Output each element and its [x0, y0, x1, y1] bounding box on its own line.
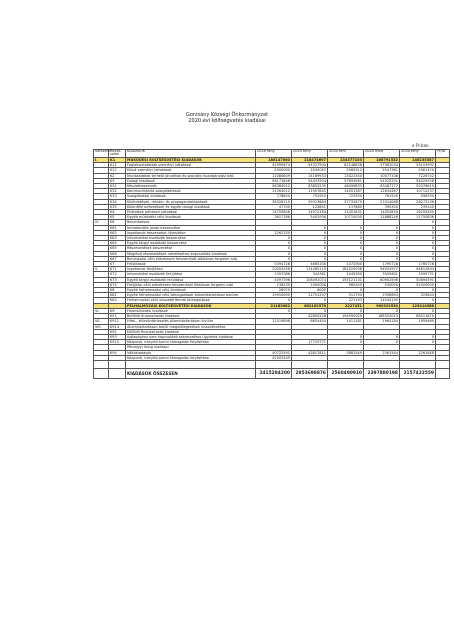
table-cell: 0: [328, 246, 364, 251]
table-cell: 0: [328, 241, 364, 246]
table-cell: K64: [109, 241, 126, 246]
table-row: [94, 163, 450, 168]
table-cell: 1411181: [328, 319, 364, 324]
table-cell: 194090029: [328, 314, 364, 319]
table-cell: 86011870: [400, 314, 436, 319]
table-cell: 17725771: [292, 340, 328, 345]
table-row: [94, 267, 450, 272]
table-cell: K4: [109, 210, 126, 215]
table-row: [94, 189, 450, 194]
table-cell: 0: [364, 241, 400, 246]
table-cell: Adóssághoz nem kapcsolódó származékos ügyletek kiadásai: [126, 334, 256, 339]
table-cell: 960349: [328, 282, 364, 287]
table-cell: 3595731: [400, 272, 436, 277]
table-cell: Központi, irányító szervi támogatás folyósítása: [126, 340, 256, 345]
table-cell: 155121131: [328, 277, 364, 282]
table-cell: 14052840: [364, 210, 400, 215]
table-cell: Felhalmozási célú visszatérítendő támogatások: [126, 298, 256, 303]
table-cell: 0: [292, 241, 328, 246]
table-cell: 0: [292, 246, 328, 251]
table-cell: Pénzügyi lízing kiadásai: [126, 345, 256, 350]
table-cell: 0: [328, 340, 364, 345]
table-cell: 37362034: [364, 163, 400, 168]
table-cell: 0: [292, 225, 328, 230]
table-cell: 11868246: [364, 215, 400, 220]
table-cell: 1959460: [400, 319, 436, 324]
table-cell: 0: [400, 225, 436, 230]
table-cell: K914: [109, 324, 126, 329]
table-cell: Ingatlanok beszerzése, létesítése: [126, 230, 256, 235]
table-cell: 94812694: [400, 267, 436, 272]
table-cell: Készletbeszerzés: [126, 184, 256, 189]
table-cell: 29103992: [400, 163, 436, 168]
table-cell: 0: [400, 308, 436, 313]
total-row: [94, 368, 450, 378]
table-cell: 0: [364, 230, 400, 235]
table-cell: 0: [400, 241, 436, 246]
table-cell: 723300: [328, 194, 364, 199]
table-header-row: [94, 150, 450, 158]
table-cell: 20054256: [256, 267, 292, 272]
table-cell: 0: [256, 298, 292, 303]
table-cell: 239140: [400, 204, 436, 209]
table-cell: 0: [400, 251, 436, 256]
total-value: 2560490910: [328, 368, 364, 378]
table-cell: K93: [109, 334, 126, 339]
table-cell: 168791532: [364, 158, 400, 163]
table-cell: 0: [364, 334, 400, 339]
table-cell: 11957845: [292, 189, 328, 194]
table-cell: Központi, irányító szervi támogatás folyósítása: [126, 355, 256, 360]
table-cell: 0: [364, 308, 400, 313]
table-cell: 7226742: [400, 173, 436, 178]
table-cell: Ellátottak pénzbeli juttatásai: [126, 210, 256, 215]
table-cell: [328, 360, 364, 368]
table-cell: 2262330: [256, 230, 292, 235]
column-header: Rovat-szám: [109, 150, 126, 158]
table-cell: Beruházások: [126, 220, 256, 225]
table-cell: 0: [328, 334, 364, 339]
table-cell: [256, 360, 292, 368]
table-cell: Külső személyi juttatások: [126, 168, 256, 173]
table-cell: 1760728: [400, 262, 436, 267]
column-header: 2018 tény: [256, 150, 292, 158]
table-cell: Beruházási célú előzetesen felszámított általános forgalmi adó: [126, 256, 256, 261]
table-cell: 1964184: [364, 319, 400, 324]
table-row: [94, 199, 450, 204]
table-cell: 0: [400, 236, 436, 241]
table-cell: IV.: [94, 220, 109, 225]
column-header: 2019 tény: [292, 150, 328, 158]
table-cell: 14045190: [364, 298, 400, 303]
table-cell: 3617766: [256, 215, 292, 220]
table-cell: 5881549: [328, 350, 364, 355]
table-cell: K915: [109, 340, 126, 345]
table-cell: 4097596: [256, 277, 292, 282]
table-cell: [400, 360, 436, 368]
table-cell: 54029258: [400, 178, 436, 183]
table-cell: Szolgáltatási kiadások: [126, 194, 256, 199]
table-cell: Informatikai eszközök beszerzése: [126, 236, 256, 241]
table-cell: 11519898: [256, 319, 292, 324]
table-cell: 2547561: [364, 168, 400, 173]
table-cell: 37732670: [328, 199, 364, 204]
table-cell: Különféle befizetések és egyéb dologi kiadások: [126, 204, 256, 209]
table-cell: 2361544: [364, 350, 400, 355]
table-cell: 50894591: [400, 277, 436, 282]
table-cell: 186147000: [256, 158, 292, 163]
table-cell: 0: [364, 288, 400, 293]
table-cell: 0: [256, 236, 292, 241]
table-cell: VIII.: [94, 324, 109, 329]
table-cell: 0: [256, 251, 292, 256]
table-cell: 2261648: [400, 350, 436, 355]
table-cell: 42995674: [256, 163, 292, 168]
table-cell: FELHALMOZÁSI KÖLTSÉGVETÉSI KIADÁSOK: [126, 303, 256, 308]
table-cell: K3: [109, 178, 126, 183]
table-cell: 2396694: [364, 293, 400, 298]
table-cell: 0: [292, 308, 328, 313]
table-cell: 0: [292, 236, 328, 241]
total-value: 2157422559: [400, 368, 436, 378]
table-cell: Immateriális javak beszerzése: [126, 225, 256, 230]
table-cell: 0: [364, 246, 400, 251]
table-cell: 47700: [256, 204, 292, 209]
column-header: KIADÁSOK: [126, 150, 256, 158]
table-cell: 0: [400, 288, 436, 293]
unit-label: e Ft-ban: [412, 143, 429, 148]
table-cell: 0: [256, 241, 292, 246]
table-cell: 0: [400, 334, 436, 339]
table-cell: 0: [292, 251, 328, 256]
table-cell: 12751257: [292, 293, 328, 298]
table-cell: K91: [109, 314, 126, 319]
table-cell: Külföldi finanszírozás kiadásai: [126, 329, 256, 334]
table-cell: K63: [109, 236, 126, 241]
table-cell: 0: [292, 298, 328, 303]
table-cell: 57694561: [328, 178, 364, 183]
table-row: [94, 173, 450, 178]
table-cell: K5: [109, 215, 126, 220]
table-cell: 2561470: [400, 168, 436, 173]
document-header: [0, 112, 454, 124]
table-cell: Felújítások: [126, 262, 256, 267]
table-cell: 2540041: [292, 168, 328, 173]
table-cell: 390300: [364, 204, 400, 209]
table-cell: 0: [328, 288, 364, 293]
table-cell: K1: [109, 158, 126, 163]
table-cell: 13022340: [328, 173, 364, 178]
table-cell: 530000: [364, 282, 400, 287]
table-cell: K7: [109, 262, 126, 267]
table-cell: 36328110: [256, 199, 292, 204]
table-cell: Egyéb tárgyi eszközök beszerzése: [126, 241, 256, 246]
table-cell: 26070: [256, 288, 292, 293]
table-cell: 0: [256, 246, 292, 251]
table-cell: K62: [109, 230, 126, 235]
table-cell: 56384912: [256, 184, 292, 189]
table-cell: K65: [109, 246, 126, 251]
table-cell: [94, 360, 109, 368]
table-cell: 123851: [292, 204, 328, 209]
table-cell: 42817811: [292, 350, 328, 355]
table-cell: Felújítási célú előzetesen felszámított általános forgalmi adó: [126, 282, 256, 287]
table-cell: 148235587: [400, 158, 436, 163]
column-header: 2020 mód: [364, 150, 400, 158]
table-cell: Dologi kiadások: [126, 178, 256, 183]
table-cell: VII.: [94, 319, 109, 324]
table-cell: Hitel-, kölcsöntörlesztés államháztartáson kívülre: [126, 319, 256, 324]
table-cell: 4665200: [292, 262, 328, 267]
table-cell: Kiküldetések, reklám- és propagandakiadások: [126, 199, 256, 204]
table-cell: Munkaadókat terhelő járulékok és szociális hozzájárulási adó: [126, 173, 256, 178]
table-cell: Egyéb felhalmozási célú kiadások: [126, 288, 256, 293]
table-cell: 26273136: [400, 199, 436, 204]
table-cell: 1072900: [328, 262, 364, 267]
table-cell: K8: [109, 288, 126, 293]
table-cell: [436, 360, 450, 368]
table-cell: Részesedések beszerzése: [126, 246, 256, 251]
table-cell: 11750836: [400, 215, 436, 220]
table-cell: 344361: [292, 272, 328, 277]
total-value: 2853698876: [292, 368, 328, 378]
table-cell: 0: [328, 251, 364, 256]
table-cell: Egyéb tárgyi eszközök felújítása: [126, 277, 256, 282]
document-title: 2020.évi költségvetés kiadásai: [188, 118, 266, 125]
table-cell: 27414068: [364, 199, 400, 204]
total-label: KIADÁSOK ÖSSZESEN: [126, 368, 256, 378]
table-cell: 42502545: [256, 355, 292, 360]
table-cell: 11085809: [256, 173, 292, 178]
table-cell: K71: [109, 267, 126, 272]
table-cell: K9: [109, 308, 126, 313]
table-cell: 63852535: [292, 184, 328, 189]
table-cell: [94, 368, 109, 378]
table-cell: 54433504: [292, 178, 328, 183]
table-cell: 94932977: [364, 267, 400, 272]
table-cell: K81: [109, 293, 126, 298]
table-cell: 19910000: [256, 293, 292, 298]
table-cell: 0: [364, 340, 400, 345]
table-cell: 0: [400, 256, 436, 261]
table-cell: 0: [328, 256, 364, 261]
table-cell: Foglalkoztatottak személyi juttatásai: [126, 163, 256, 168]
table-cell: 2227451: [328, 303, 364, 308]
table-row: [94, 210, 450, 215]
table-cell: 10077108: [364, 173, 400, 178]
table-cell: K32: [109, 189, 126, 194]
table-cell: [109, 360, 126, 368]
table-cell: 0: [364, 256, 400, 261]
table-cell: 11451631: [328, 210, 364, 215]
table-cell: 0: [400, 298, 436, 303]
table-cell: 0: [400, 220, 436, 225]
table-cell: 0: [364, 225, 400, 230]
table-cell: 0: [400, 230, 436, 235]
table-cell: K35: [109, 204, 126, 209]
table-cell: K74: [109, 282, 126, 287]
table-cell: 188303015: [364, 314, 400, 319]
table-cell: Váltókiadások: [126, 350, 256, 355]
table-cell: Meglévő részesedések növeléséhez kapcsolódó kiadások: [126, 251, 256, 256]
table-cell: 137680: [328, 204, 364, 209]
table-cell: 0: [328, 225, 364, 230]
table-cell: 0: [400, 246, 436, 251]
table-row: [94, 350, 450, 355]
spacer-row: [94, 360, 450, 368]
table-cell: 0: [292, 230, 328, 235]
table-cell: 778650: [256, 194, 292, 199]
table-cell: 125414568: [400, 303, 436, 308]
table-cell: Államháztartáson belüli megelőlegezések visszafizetése: [126, 324, 256, 329]
table-cell: K911: [109, 319, 126, 324]
table-cell: I.: [94, 158, 109, 163]
table-row: [94, 184, 450, 189]
table-cell: K33: [109, 194, 126, 199]
table-cell: 14755848: [256, 210, 292, 215]
table-cell: 10715050: [328, 215, 364, 220]
table-cell: 0: [364, 251, 400, 256]
table-cell: 11264012: [256, 189, 292, 194]
table-cell: K67: [109, 256, 126, 261]
table-cell: Belföldi finanszírozás kiadásai: [126, 314, 256, 319]
table-cell: 14189933: [292, 173, 328, 178]
table-cell: 0: [256, 256, 292, 261]
table-cell: [436, 368, 450, 378]
table-cell: 511794: [328, 293, 364, 298]
table-cell: 42600226: [292, 314, 328, 319]
table-cell: 234377103: [328, 158, 364, 163]
expenditure-table: [93, 149, 450, 379]
table-cell: 596330: [400, 194, 436, 199]
table-cell: 62148838: [328, 163, 364, 168]
table-cell: [109, 368, 126, 378]
table-cell: Egyéb működési célú kiadások: [126, 215, 256, 220]
table-cell: 221193: [328, 298, 364, 303]
table-cell: 752953: [292, 194, 328, 199]
table-cell: 16255455: [400, 210, 436, 215]
table-cell: K66: [109, 251, 126, 256]
table-cell: Kommunikációs szolgáltatások: [126, 189, 256, 194]
table-cell: K61: [109, 225, 126, 230]
table-cell: Egyéb felhalmozási célú támogatások államháztartáson belülre: [126, 293, 256, 298]
table-cell: 12634467: [364, 189, 400, 194]
table-cell: 238230: [256, 282, 292, 287]
table-cell: 218474697: [292, 158, 328, 163]
total-value: 2397880198: [364, 368, 400, 378]
table-cell: 14051387: [328, 189, 364, 194]
table-cell: 3505601: [364, 272, 400, 277]
table-cell: [126, 360, 256, 368]
table-cell: 5403936: [292, 215, 328, 220]
table-cell: K12: [109, 168, 126, 173]
table-cell: K31: [109, 184, 126, 189]
table-cell: 6000: [292, 288, 328, 293]
table-cell: 781500: [364, 194, 400, 199]
table-cell: 0: [328, 236, 364, 241]
table-cell: MŰKÖDÉSI KÖLTSÉGVETÉSI KIADÁSOK: [126, 158, 256, 163]
table-cell: 1000000: [292, 282, 328, 287]
table-cell: 10712237: [400, 189, 436, 194]
table-cell: 46099833: [328, 184, 364, 189]
table-cell: 14972184: [292, 210, 328, 215]
table-cell: 1790728: [364, 262, 400, 267]
table-cell: 40722591: [256, 350, 292, 355]
table-cell: Ingatlanok felújítása: [126, 267, 256, 272]
table-cell: 1045300: [328, 272, 364, 277]
table-cell: 325844: [400, 293, 436, 298]
table-cell: [292, 360, 328, 368]
table-body: [94, 158, 450, 379]
table-cell: 0: [256, 308, 292, 313]
table-cell: 6654454: [292, 319, 328, 324]
table-cell: Finanszírozási kiadások: [126, 308, 256, 313]
column-header: Ft/fő: [436, 150, 450, 158]
table-cell: K2: [109, 173, 126, 178]
table-cell: 2397086: [256, 272, 292, 277]
table-cell: 80902596: [364, 277, 400, 282]
table-cell: 161029036: [328, 267, 364, 272]
table-cell: 960329530: [364, 303, 400, 308]
table-row: [94, 178, 450, 183]
table-cell: 54327900: [292, 163, 328, 168]
table-cell: 0: [400, 340, 436, 345]
table-cell: 2500000: [256, 168, 292, 173]
table-cell: 21183062: [256, 303, 292, 308]
table-cell: 52000000: [400, 282, 436, 287]
table-cell: K73: [109, 277, 126, 282]
table-cell: 63487772: [364, 184, 400, 189]
table-cell: 0: [328, 230, 364, 235]
table-cell: 0: [364, 236, 400, 241]
table-cell: 54325201: [364, 178, 400, 183]
table-cell: VI.: [94, 308, 109, 313]
table-cell: 114465119: [292, 267, 328, 272]
table-cell: 5394728: [256, 262, 292, 267]
table-cell: 55076615: [400, 184, 436, 189]
table-cell: 58171846: [256, 178, 292, 183]
table-cell: 39313684: [292, 199, 328, 204]
table-cell: 0: [328, 308, 364, 313]
table-cell: 108492074: [292, 277, 328, 282]
table-cell: K82: [109, 298, 126, 303]
table-cell: Informatikai eszközök felújítása: [126, 272, 256, 277]
table-row: [94, 158, 450, 163]
table-cell: V.: [94, 267, 109, 272]
column-header: 2020 tény: [400, 150, 436, 158]
table-cell: K94: [109, 350, 126, 355]
table-cell: K34: [109, 199, 126, 204]
total-value: 2415284200: [256, 368, 292, 378]
column-header: Sorszám: [94, 150, 109, 158]
column-header: 2020 terv: [328, 150, 364, 158]
table-row: [94, 303, 450, 308]
table-cell: K11: [109, 163, 126, 168]
municipality-name: Gorzsány Községi Önkormányzat: [185, 112, 269, 118]
table-cell: K92: [109, 329, 126, 334]
table-cell: K6: [109, 220, 126, 225]
table-row: [94, 319, 450, 324]
table-row: [94, 293, 450, 298]
table-cell: 0: [292, 256, 328, 261]
table-cell: [364, 360, 400, 368]
table-cell: K72: [109, 272, 126, 277]
table-cell: 662102578: [292, 303, 328, 308]
table-cell: 2565512: [328, 168, 364, 173]
